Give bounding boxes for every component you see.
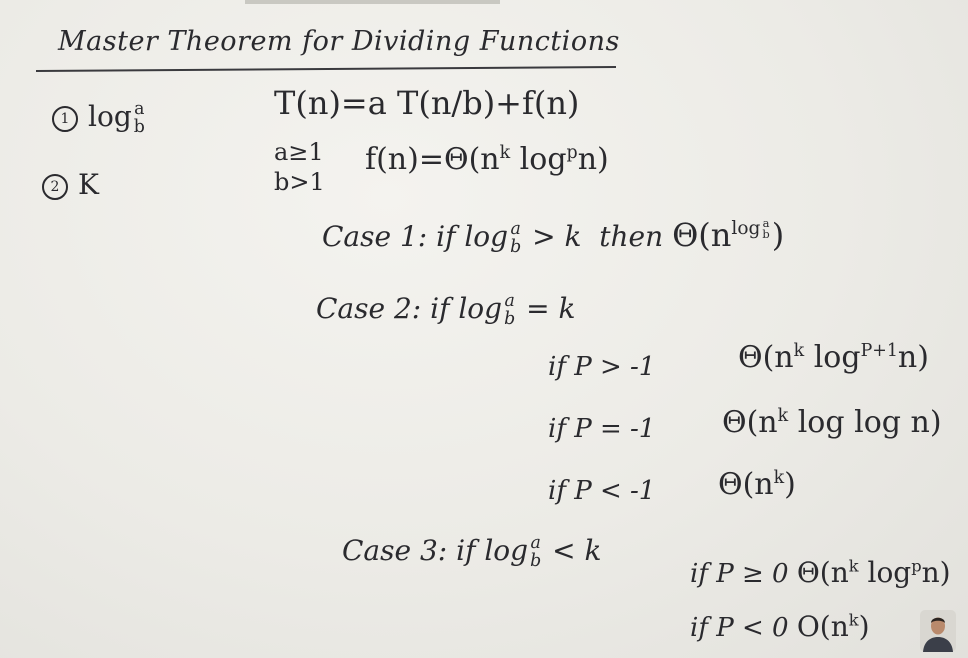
- case-2-sub-3-result: [718, 467, 796, 502]
- conditions: [274, 137, 325, 197]
- result-k: k: [848, 610, 859, 630]
- result-pre: Θ(n: [722, 405, 778, 440]
- frac-bottom: b: [133, 116, 145, 137]
- item-1-log: log: [88, 100, 132, 133]
- item-2-k: K: [78, 168, 99, 201]
- case-3-sub-1: [690, 556, 951, 589]
- case-1-cond: if log: [436, 220, 509, 253]
- case-1-result: [672, 216, 784, 254]
- result-k: k: [773, 468, 785, 488]
- condition-a: a≥1: [274, 138, 324, 166]
- exp-log: log: [731, 218, 761, 240]
- result-log: log: [804, 340, 861, 375]
- result-pre: Θ(n: [672, 216, 732, 254]
- case-3-sub-1-result: [797, 556, 951, 589]
- fn-post: n): [577, 142, 609, 177]
- case-3-sub-2-result: [797, 610, 870, 643]
- case-3-label: Case 3:: [342, 534, 448, 567]
- case-3-sub-2: [690, 610, 870, 643]
- frac-bottom: b: [762, 227, 770, 242]
- fn-k: k: [499, 143, 511, 163]
- item-2-number: 2: [42, 174, 68, 200]
- result-k: k: [793, 341, 805, 361]
- item-2: [42, 168, 99, 201]
- frac-bottom: b: [510, 236, 522, 257]
- result-pre: Θ(n: [796, 556, 849, 589]
- case-1-then: then: [599, 220, 664, 253]
- case-2-cond: if log: [430, 292, 503, 325]
- item-1-fraction: [134, 101, 145, 136]
- frac-top: a: [510, 219, 521, 240]
- top-edge-strip: [245, 0, 500, 4]
- case-2-sub-3-cond: if P < -1: [548, 476, 656, 506]
- fn-log: log: [510, 142, 567, 177]
- presenter-avatar: [920, 610, 956, 652]
- case-1-label: Case 1:: [322, 220, 428, 253]
- case-2-fraction: [504, 293, 515, 328]
- case-3: [342, 534, 601, 570]
- case-2-label: Case 2:: [316, 292, 422, 325]
- result-pre: Θ(n: [718, 467, 774, 502]
- frac-top: a: [762, 215, 770, 230]
- function-definition: [365, 142, 609, 177]
- result-k: k: [777, 406, 789, 426]
- result-loglog: log log n): [788, 405, 942, 440]
- frac-top: a: [530, 533, 541, 554]
- case-2-sub-2-result: [722, 405, 942, 440]
- page-title: Master Theorem for Dividing Functions: [58, 26, 620, 57]
- case-2-sub-1-result: [738, 340, 929, 375]
- frac-bottom: b: [530, 550, 542, 571]
- frac-bottom: b: [504, 308, 516, 329]
- result-post: ): [784, 467, 796, 502]
- result-post: ): [858, 610, 870, 643]
- case-3-sub-2-cond: if P < 0: [690, 613, 789, 643]
- exp-fraction: [762, 215, 770, 242]
- result-post: n): [897, 340, 929, 375]
- result-k: k: [848, 556, 859, 576]
- case-2-sub-2-cond: if P = -1: [548, 414, 656, 444]
- frac-top: a: [134, 99, 145, 120]
- result-exp: p: [911, 556, 922, 576]
- item-1-number: 1: [52, 106, 78, 132]
- case-3-relation: < k: [543, 534, 602, 567]
- result-pre: O(n: [796, 610, 849, 643]
- result-post: n): [921, 556, 951, 589]
- fn-p: p: [566, 143, 578, 163]
- case-2-sub-1-cond: if P > -1: [548, 352, 656, 382]
- case-2-relation: = k: [517, 292, 576, 325]
- case-1-fraction: [510, 221, 521, 256]
- item-1: [52, 100, 147, 136]
- result-post: ): [771, 216, 785, 254]
- condition-b: b>1: [274, 168, 325, 196]
- result-log: log: [858, 556, 912, 589]
- recurrence-equation: T(n)=a T(n/b)+f(n): [274, 84, 580, 122]
- fn-pre: f(n)=Θ(n: [365, 142, 500, 177]
- case-3-sub-1-cond: if P ≥ 0: [690, 559, 789, 589]
- case-3-fraction: [530, 535, 541, 570]
- title-underline: [36, 66, 616, 72]
- result-exp: P+1: [860, 341, 898, 361]
- result-pre: Θ(n: [738, 340, 794, 375]
- case-2: [316, 292, 575, 328]
- case-3-cond: if log: [456, 534, 529, 567]
- frac-top: a: [504, 291, 515, 312]
- case-1-relation: > k: [523, 220, 582, 253]
- case-1: [322, 216, 784, 256]
- result-exponent: [731, 215, 771, 242]
